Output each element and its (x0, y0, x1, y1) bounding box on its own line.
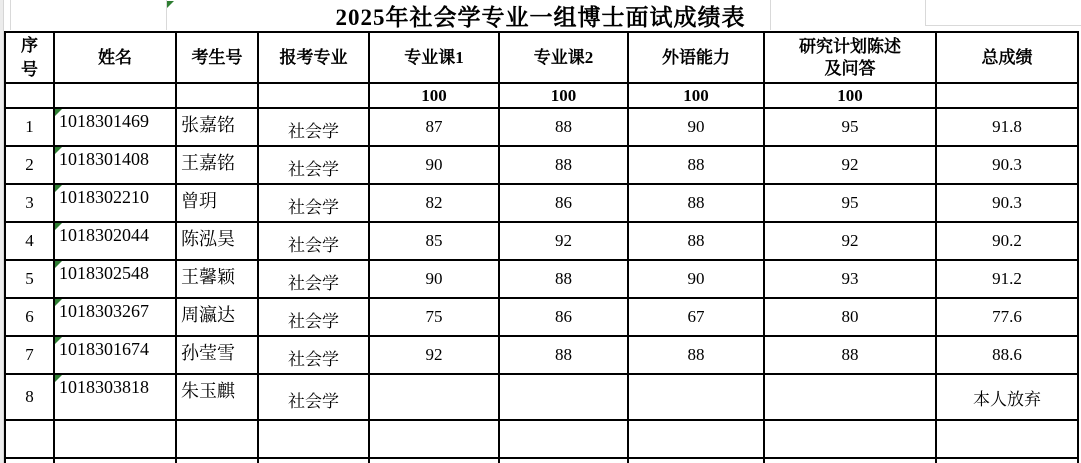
cell[interactable]: 90 (369, 260, 499, 298)
cell[interactable]: 77.6 (936, 298, 1078, 336)
table-row (5, 298, 1078, 336)
cell[interactable] (258, 83, 369, 108)
cell[interactable] (5, 458, 54, 463)
cell[interactable]: 67 (628, 298, 764, 336)
cell[interactable]: 周瀛达 (176, 298, 258, 336)
cell[interactable]: 88 (499, 108, 628, 146)
cell[interactable]: 92 (369, 336, 499, 374)
cell[interactable]: 93 (764, 260, 936, 298)
cell[interactable] (936, 83, 1078, 108)
cell[interactable]: 6 (5, 298, 54, 336)
column-header-name[interactable]: 姓名 (54, 32, 176, 83)
cell[interactable]: 85 (369, 222, 499, 260)
cell-max-score[interactable]: 100 (499, 83, 628, 108)
cell[interactable] (369, 458, 499, 463)
column-header-label: 研究计划陈述及问答 (799, 37, 901, 78)
cell[interactable]: 75 (369, 298, 499, 336)
cell[interactable] (54, 420, 176, 458)
cell[interactable] (499, 420, 628, 458)
column-header-research-plan[interactable] (764, 32, 936, 83)
score-table (4, 31, 1079, 463)
table-row (5, 146, 1078, 184)
cell[interactable]: 95 (764, 184, 936, 222)
table-row (5, 336, 1078, 374)
column-header-label: 序号 (21, 35, 38, 79)
table-row (5, 458, 1078, 463)
table-row (5, 108, 1078, 146)
cell[interactable]: 孙莹雪 (176, 336, 258, 374)
cell[interactable] (764, 458, 936, 463)
cell[interactable]: 王馨颖 (176, 260, 258, 298)
cell[interactable]: 1018301408 (54, 146, 176, 184)
cell[interactable]: 陈泓昊 (176, 222, 258, 260)
cell[interactable] (5, 420, 54, 458)
cell[interactable]: 87 (369, 108, 499, 146)
column-header-course2[interactable]: 专业课2 (499, 32, 628, 83)
cell[interactable]: 社会学 (258, 298, 369, 336)
cell[interactable]: 1018301674 (54, 336, 176, 374)
cell[interactable]: 张嘉铭 (176, 108, 258, 146)
cell[interactable]: 曾玥 (176, 184, 258, 222)
cell[interactable]: 8 (5, 374, 54, 420)
cell[interactable] (258, 420, 369, 458)
cell[interactable] (54, 83, 176, 108)
cell[interactable]: 92 (764, 146, 936, 184)
cell[interactable]: 82 (369, 184, 499, 222)
cell[interactable]: 7 (5, 336, 54, 374)
cell[interactable]: 4 (5, 222, 54, 260)
cell[interactable] (936, 420, 1078, 458)
table-row (5, 420, 1078, 458)
cell[interactable]: 88 (628, 146, 764, 184)
cell[interactable]: 社会学 (258, 336, 369, 374)
cell[interactable]: 91.2 (936, 260, 1078, 298)
cell[interactable]: 88 (499, 260, 628, 298)
green-corner-flag-icon (55, 223, 62, 230)
table-row (5, 222, 1078, 260)
green-corner-flag-icon (55, 299, 62, 306)
cell[interactable]: 92 (499, 222, 628, 260)
cell[interactable]: 1018303818 (54, 374, 176, 420)
cell[interactable] (369, 374, 499, 420)
cell[interactable] (499, 374, 628, 420)
cell[interactable]: 1018303267 (54, 298, 176, 336)
cell[interactable]: 3 (5, 184, 54, 222)
cell-max-score[interactable]: 100 (369, 83, 499, 108)
cell[interactable]: 本人放弃 (936, 374, 1078, 420)
cell[interactable] (499, 458, 628, 463)
green-corner-flag-icon (55, 337, 62, 344)
cell[interactable]: 朱玉麒 (176, 374, 258, 420)
cell[interactable]: 社会学 (258, 146, 369, 184)
cell[interactable] (5, 83, 54, 108)
green-corner-flag-icon (55, 375, 62, 382)
cell[interactable]: 88.6 (936, 336, 1078, 374)
cell[interactable] (176, 420, 258, 458)
header-row (5, 32, 1078, 83)
cell[interactable]: 88 (628, 222, 764, 260)
cell[interactable]: 社会学 (258, 184, 369, 222)
cell[interactable]: 1018301469 (54, 108, 176, 146)
column-header-index[interactable] (5, 32, 54, 83)
column-header-candidate-no[interactable]: 考生号 (176, 32, 258, 83)
cell[interactable]: 88 (499, 336, 628, 374)
cell[interactable]: 社会学 (258, 108, 369, 146)
cell[interactable]: 95 (764, 108, 936, 146)
cell[interactable] (258, 458, 369, 463)
cell[interactable]: 90.2 (936, 222, 1078, 260)
cell[interactable] (936, 458, 1078, 463)
cell[interactable] (369, 420, 499, 458)
cell[interactable]: 1018302044 (54, 222, 176, 260)
cell[interactable]: 社会学 (258, 374, 369, 420)
cell[interactable] (628, 458, 764, 463)
cell[interactable]: 5 (5, 260, 54, 298)
cell[interactable]: 88 (628, 336, 764, 374)
table-row (5, 374, 1078, 420)
cell[interactable]: 86 (499, 298, 628, 336)
cell[interactable]: 80 (764, 298, 936, 336)
cell[interactable] (176, 83, 258, 108)
green-corner-flag-icon (55, 109, 62, 116)
cell-max-score[interactable]: 100 (628, 83, 764, 108)
cell-max-score[interactable]: 100 (764, 83, 936, 108)
cell[interactable]: 社会学 (258, 222, 369, 260)
scale-row (5, 83, 1078, 108)
column-header-major[interactable]: 报考专业 (258, 32, 369, 83)
cell[interactable]: 1018302210 (54, 184, 176, 222)
column-header-foreign-language[interactable]: 外语能力 (628, 32, 764, 83)
cell[interactable]: 1 (5, 108, 54, 146)
green-corner-flag-icon (55, 185, 62, 192)
sheet-title[interactable]: 2025年社会学专业一组博士面试成绩表 (335, 4, 746, 30)
cell[interactable] (764, 374, 936, 420)
green-corner-flag-icon (55, 261, 62, 268)
cell[interactable]: 92 (764, 222, 936, 260)
cell[interactable]: 1018302548 (54, 260, 176, 298)
cell[interactable]: 88 (499, 146, 628, 184)
cell[interactable]: 90.3 (936, 146, 1078, 184)
cell[interactable]: 90 (628, 260, 764, 298)
cell[interactable]: 王嘉铭 (176, 146, 258, 184)
cell[interactable] (764, 420, 936, 458)
cell[interactable]: 2 (5, 146, 54, 184)
cell[interactable] (628, 374, 764, 420)
table-row (5, 260, 1078, 298)
cell[interactable]: 90.3 (936, 184, 1078, 222)
cell[interactable]: 88 (628, 184, 764, 222)
cell[interactable]: 91.8 (936, 108, 1078, 146)
cell[interactable] (628, 420, 764, 458)
green-corner-flag-icon (55, 147, 62, 154)
cell[interactable] (176, 458, 258, 463)
table-row (5, 184, 1078, 222)
cell[interactable]: 88 (764, 336, 936, 374)
column-header-course1[interactable]: 专业课1 (369, 32, 499, 83)
cell[interactable]: 社会学 (258, 260, 369, 298)
cell[interactable] (54, 458, 176, 463)
cell[interactable]: 86 (499, 184, 628, 222)
cell[interactable]: 90 (369, 146, 499, 184)
column-header-total[interactable]: 总成绩 (936, 32, 1078, 83)
cell[interactable]: 90 (628, 108, 764, 146)
